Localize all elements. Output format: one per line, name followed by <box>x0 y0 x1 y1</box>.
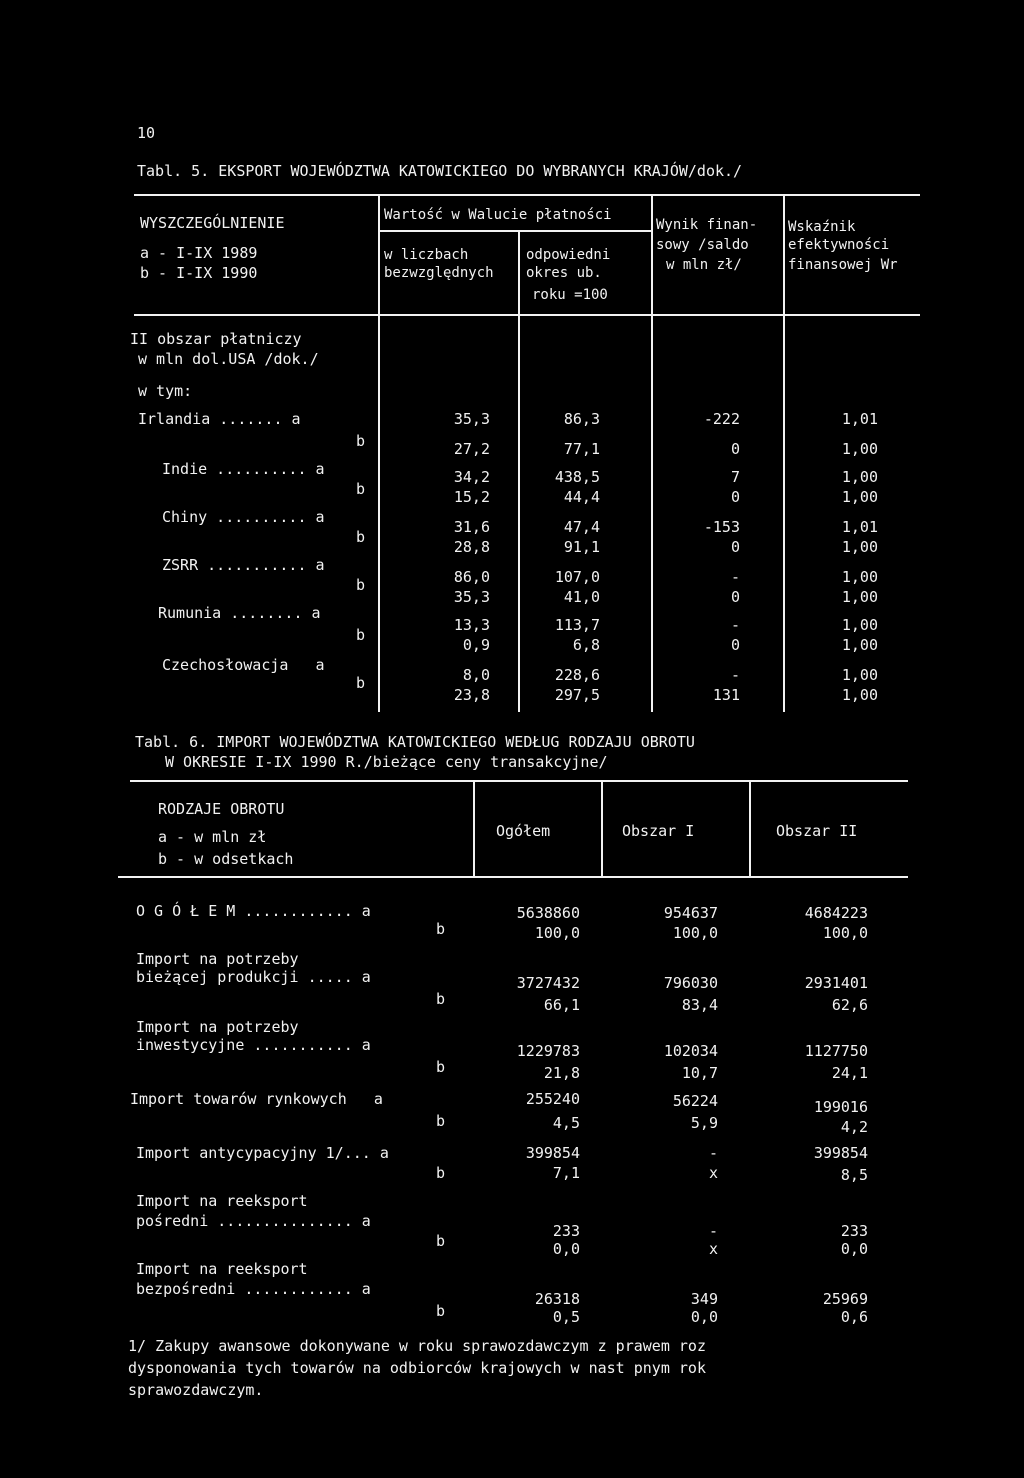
t5-group-rule <box>378 230 652 232</box>
t6-cell-area2: 399854 <box>813 1144 868 1162</box>
t5-head-sub1-l1: w liczbach <box>384 247 469 263</box>
t5-head-col1-l3: b - I-IX 1990 <box>140 264 258 282</box>
t5-head-sub2-l3: roku =100 <box>532 287 608 303</box>
t6-cell-total: 3727432 <box>516 974 580 992</box>
t6-row-flag: b <box>436 1112 446 1130</box>
t5-cell-ratio: 1,00 <box>841 488 878 506</box>
t5-cell-result: -153 <box>703 518 740 536</box>
t5-row-flag: b <box>356 432 366 450</box>
t5-cell-result: - <box>730 568 740 586</box>
t5-cell-result: 0 <box>730 538 740 556</box>
t6-header-bottom-rule <box>118 876 908 878</box>
t6-row-flag: b <box>436 1232 446 1250</box>
t5-cell-ratio: 1,00 <box>841 686 878 704</box>
t5-cell-result: 0 <box>730 440 740 458</box>
t5-cell-ratio: 1,01 <box>841 410 878 428</box>
t5-head-sub2-l1: odpowiedni <box>526 247 611 263</box>
t6-cell-area1: 83,4 <box>681 996 718 1014</box>
t5-cell-result: - <box>730 666 740 684</box>
t5-row-label: Irlandia ....... a <box>138 410 301 428</box>
table6-top-rule <box>130 780 908 782</box>
t5-cell-result: 0 <box>730 488 740 506</box>
t5-cell-abs: 31,6 <box>453 518 490 536</box>
t6-cell-area1: 102034 <box>663 1042 718 1060</box>
t5-cell-index: 86,3 <box>563 410 600 428</box>
t5-row-flag: b <box>356 576 366 594</box>
t6-row-label: O G Ó Ł E M ............ a <box>136 902 371 920</box>
t5-cell-result: 0 <box>730 588 740 606</box>
t6-row-label: Import na reeksport <box>136 1260 308 1278</box>
t5-cell-abs: 23,8 <box>453 686 490 704</box>
t6-head-col2: Ogółem <box>496 822 551 840</box>
t6-head-col3: Obszar I <box>622 822 695 840</box>
t6-cell-area2: 0,6 <box>840 1308 868 1326</box>
page-number: 10 <box>137 124 156 142</box>
t6-cell-area2: 100,0 <box>822 924 868 942</box>
t6-cell-total: 66,1 <box>543 996 580 1014</box>
t6-row-label: Import na reeksport <box>136 1192 308 1210</box>
t6-cell-total: 255240 <box>525 1090 580 1108</box>
t6-cell-total: 5638860 <box>516 904 580 922</box>
t5-vline-1 <box>378 196 380 712</box>
t5-head-col1-l1: WYSZCZEGÓLNIENIE <box>140 214 285 232</box>
t5-cell-abs: 13,3 <box>453 616 490 634</box>
t5-cell-index: 107,0 <box>554 568 600 586</box>
t5-cell-index: 228,6 <box>554 666 600 684</box>
t5-cell-result: 131 <box>712 686 740 704</box>
table5-top-rule <box>134 194 920 196</box>
t6-cell-area2: 199016 <box>813 1098 868 1116</box>
t5-head-group: Wartość w Walucie płatności <box>384 207 612 223</box>
t6-cell-area1: - <box>708 1144 718 1162</box>
t5-row-flag: b <box>356 528 366 546</box>
t6-head-col4: Obszar II <box>776 822 858 840</box>
t5-section-l1: II obszar płatniczy <box>130 330 302 348</box>
t6-cell-area2: 0,0 <box>840 1240 868 1258</box>
table6-title-l1: Tabl. 6. IMPORT WOJEWÓDZTWA KATOWICKIEGO WEDŁUG RODZAJU OBROTU <box>135 733 695 751</box>
t6-row-flag: b <box>436 1164 446 1182</box>
t5-cell-ratio: 1,00 <box>841 538 878 556</box>
t6-cell-area1: x <box>708 1164 718 1182</box>
table6-title-l2: W OKRESIE I-IX 1990 R./bieżące ceny transakcyjne/ <box>165 753 608 771</box>
t5-cell-index: 44,4 <box>563 488 600 506</box>
t5-cell-ratio: 1,00 <box>841 468 878 486</box>
t6-row-flag: b <box>436 1302 446 1320</box>
t6-cell-area2: 4684223 <box>804 904 868 922</box>
footnote-line3: sprawozdawczym. <box>128 1381 264 1399</box>
t6-cell-area2: 8,5 <box>840 1166 868 1184</box>
t5-head-col5-l1: Wskaźnik <box>788 219 856 235</box>
t5-header-bottom-rule <box>134 314 920 316</box>
t5-cell-index: 297,5 <box>554 686 600 704</box>
t6-vline-2 <box>601 782 603 876</box>
t5-head-col5-l2: efektywności <box>788 237 890 253</box>
t6-head-col1-l1: RODZAJE OBROTU <box>158 800 285 818</box>
t5-cell-index: 77,1 <box>563 440 600 458</box>
t6-cell-total: 399854 <box>525 1144 580 1162</box>
t6-cell-area2: 25969 <box>822 1290 868 1308</box>
t6-vline-1 <box>473 782 475 876</box>
t6-cell-area1: x <box>708 1240 718 1258</box>
t6-cell-area1: 10,7 <box>681 1064 718 1082</box>
t5-cell-ratio: 1,00 <box>841 616 878 634</box>
t6-cell-area1: 100,0 <box>672 924 718 942</box>
t6-cell-area1: 954637 <box>663 904 718 922</box>
t5-cell-abs: 27,2 <box>453 440 490 458</box>
t5-cell-index: 41,0 <box>563 588 600 606</box>
t6-row-label: Import na potrzeby <box>136 1018 299 1036</box>
t6-cell-area2: 62,6 <box>831 996 868 1014</box>
t6-cell-area1: 56224 <box>672 1092 718 1110</box>
t6-cell-area1: 796030 <box>663 974 718 992</box>
t6-cell-area2: 24,1 <box>831 1064 868 1082</box>
t5-cell-ratio: 1,01 <box>841 518 878 536</box>
t5-cell-abs: 86,0 <box>453 568 490 586</box>
t6-cell-total: 100,0 <box>534 924 580 942</box>
t5-cell-ratio: 1,00 <box>841 588 878 606</box>
t5-row-label: Indie .......... a <box>162 460 325 478</box>
t5-cell-index: 438,5 <box>554 468 600 486</box>
t6-cell-area2: 233 <box>840 1222 868 1240</box>
t6-row-label: bezpośredni ............ a <box>136 1280 371 1298</box>
t6-head-col1-l2: a - w mln zł <box>158 828 267 846</box>
t6-cell-area1: - <box>708 1222 718 1240</box>
t5-head-sub1-l2: bezwzględnych <box>384 265 494 281</box>
t6-cell-total: 7,1 <box>552 1164 580 1182</box>
t5-cell-index: 113,7 <box>554 616 600 634</box>
t5-cell-index: 47,4 <box>563 518 600 536</box>
t6-row-label: Import na potrzeby <box>136 950 299 968</box>
t6-cell-total: 21,8 <box>543 1064 580 1082</box>
t5-row-label: Czechosłowacja a <box>162 656 325 674</box>
t5-cell-abs: 34,2 <box>453 468 490 486</box>
t5-row-label: Chiny .......... a <box>162 508 325 526</box>
t6-cell-total: 26318 <box>534 1290 580 1308</box>
t5-cell-ratio: 1,00 <box>841 440 878 458</box>
t6-cell-area2: 1127750 <box>804 1042 868 1060</box>
t6-cell-total: 233 <box>552 1222 580 1240</box>
t5-cell-ratio: 1,00 <box>841 666 878 684</box>
t6-cell-area2: 4,2 <box>840 1118 868 1136</box>
t5-row-flag: b <box>356 674 366 692</box>
footnote-line1: 1/ Zakupy awansowe dokonywane w roku sprawozdawczym z prawem roz <box>128 1337 706 1355</box>
t6-cell-total: 4,5 <box>552 1114 580 1132</box>
t6-row-flag: b <box>436 920 446 938</box>
t5-head-col4-l1: Wynik finan- <box>656 217 758 233</box>
t6-row-label: inwestycyjne ........... a <box>136 1036 371 1054</box>
t6-row-flag: b <box>436 1058 446 1076</box>
t5-cell-ratio: 1,00 <box>841 636 878 654</box>
table5-title: Tabl. 5. EKSPORT WOJEWÓDZTWA KATOWICKIEGO DO WYBRANYCH KRAJÓW/dok./ <box>137 162 743 180</box>
t5-cell-result: 0 <box>730 636 740 654</box>
footnote-line2: dysponowania tych towarów na odbiorców krajowych w nast pnym rok <box>128 1359 706 1377</box>
t5-cell-abs: 8,0 <box>462 666 490 684</box>
t5-cell-abs: 15,2 <box>453 488 490 506</box>
t5-head-col1-l2: a - I-IX 1989 <box>140 244 258 262</box>
t5-row-label: ZSRR ........... a <box>162 556 325 574</box>
t5-section-l3: w tym: <box>138 382 193 400</box>
t5-row-label: Rumunia ........ a <box>158 604 321 622</box>
t5-head-col5-l3: finansowej Wr <box>788 257 898 273</box>
t5-head-sub2-l2: okres ub. <box>526 265 602 281</box>
t5-cell-abs: 0,9 <box>462 636 490 654</box>
t6-vline-3 <box>749 782 751 876</box>
t6-cell-area1: 5,9 <box>690 1114 718 1132</box>
t5-cell-ratio: 1,00 <box>841 568 878 586</box>
t6-cell-area1: 0,0 <box>690 1308 718 1326</box>
t5-head-col4-l3: w mln zł/ <box>666 257 742 273</box>
t5-cell-result: 7 <box>730 468 740 486</box>
t5-row-flag: b <box>356 480 366 498</box>
t6-row-label: Import towarów rynkowych a <box>130 1090 383 1108</box>
t6-head-col1-l3: b - w odsetkach <box>158 850 294 868</box>
t6-row-label: bieżącej produkcji ..... a <box>136 968 371 986</box>
t6-cell-area1: 349 <box>690 1290 718 1308</box>
t6-row-label: Import antycypacyjny 1/... a <box>136 1144 389 1162</box>
t5-cell-index: 6,8 <box>572 636 600 654</box>
t5-head-col4-l2: sowy /saldo <box>656 237 749 253</box>
t6-cell-area2: 2931401 <box>804 974 868 992</box>
t5-cell-result: -222 <box>703 410 740 428</box>
t5-row-flag: b <box>356 626 366 644</box>
t5-cell-abs: 35,3 <box>453 588 490 606</box>
t5-cell-index: 91,1 <box>563 538 600 556</box>
t5-cell-result: - <box>730 616 740 634</box>
t5-cell-abs: 28,8 <box>453 538 490 556</box>
t5-section-l2: w mln dol.USA /dok./ <box>138 350 319 368</box>
t6-row-flag: b <box>436 990 446 1008</box>
t5-cell-abs: 35,3 <box>453 410 490 428</box>
t6-row-label: pośredni ............... a <box>136 1212 371 1230</box>
t6-cell-total: 0,0 <box>552 1240 580 1258</box>
t6-cell-total: 1229783 <box>516 1042 580 1060</box>
t6-cell-total: 0,5 <box>552 1308 580 1326</box>
